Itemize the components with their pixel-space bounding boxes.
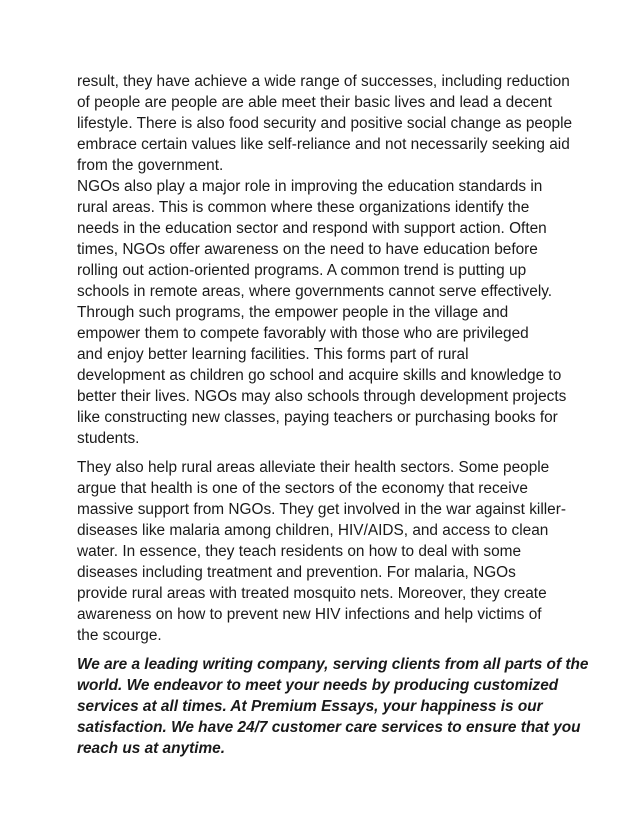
text-line: needs in the education sector and respond with support action. Often xyxy=(77,220,547,237)
text-line: and enjoy better learning facilities. This forms part of rural xyxy=(77,346,469,363)
text-line: development as children go school and acquire skills and knowledge to xyxy=(77,367,562,384)
text-line: the scourge. xyxy=(77,627,162,644)
text-line: from the government. xyxy=(77,157,224,174)
text-line: NGOs also play a major role in improving the education standards in xyxy=(77,178,543,195)
text-line: world. We endeavor to meet your needs by producing customized xyxy=(77,677,559,694)
text-line: like constructing new classes, paying teachers or purchasing books for xyxy=(77,409,558,426)
text-line: result, they have achieve a wide range of successes, including reduction xyxy=(77,73,570,90)
text-line: satisfaction. We have 24/7 customer care services to ensure that you xyxy=(77,719,581,736)
text-line: better their lives. NGOs may also schools through development projects xyxy=(77,388,567,405)
text-line: empower them to compete favorably with those who are privileged xyxy=(77,325,529,342)
paragraph-education xyxy=(77,176,573,449)
text-line: students. xyxy=(77,430,140,447)
text-line: awareness on how to prevent new HIV infections and help victims of xyxy=(77,606,542,623)
text-line: diseases including treatment and prevention. For malaria, NGOs xyxy=(77,564,516,581)
text-line: times, NGOs offer awareness on the need to have education before xyxy=(77,241,538,258)
text-line: reach us at anytime. xyxy=(77,740,225,757)
document-body xyxy=(77,71,589,759)
text-line: embrace certain values like self-reliance and not necessarily seeking aid xyxy=(77,136,570,153)
text-line: services at all times. At Premium Essays, your happiness is our xyxy=(77,698,543,715)
paragraph-health xyxy=(77,457,573,646)
text-line: lifestyle. There is also food security and positive social change as people xyxy=(77,115,573,132)
text-line: Through such programs, the empower people in the village and xyxy=(77,304,509,321)
text-line: rolling out action-oriented programs. A common trend is putting up xyxy=(77,262,527,279)
text-line: We are a leading writing company, serving clients from all parts of the xyxy=(77,656,589,673)
text-line: water. In essence, they teach residents on how to deal with some xyxy=(77,543,522,560)
paragraph-company-promo xyxy=(77,654,589,759)
text-line: rural areas. This is common where these organizations identify the xyxy=(77,199,530,216)
text-line: schools in remote areas, where governments cannot serve effectively. xyxy=(77,283,553,300)
text-line: argue that health is one of the sectors of the economy that receive xyxy=(77,480,528,497)
text-line: massive support from NGOs. They get involved in the war against killer- xyxy=(77,501,566,518)
paragraph-ngo-successes xyxy=(77,71,573,176)
text-line: of people are people are able meet their basic lives and lead a decent xyxy=(77,94,552,111)
text-line: provide rural areas with treated mosquito nets. Moreover, they create xyxy=(77,585,547,602)
text-line: They also help rural areas alleviate their health sectors. Some people xyxy=(77,459,550,476)
text-line: diseases like malaria among children, HIV/AIDS, and access to clean xyxy=(77,522,549,539)
